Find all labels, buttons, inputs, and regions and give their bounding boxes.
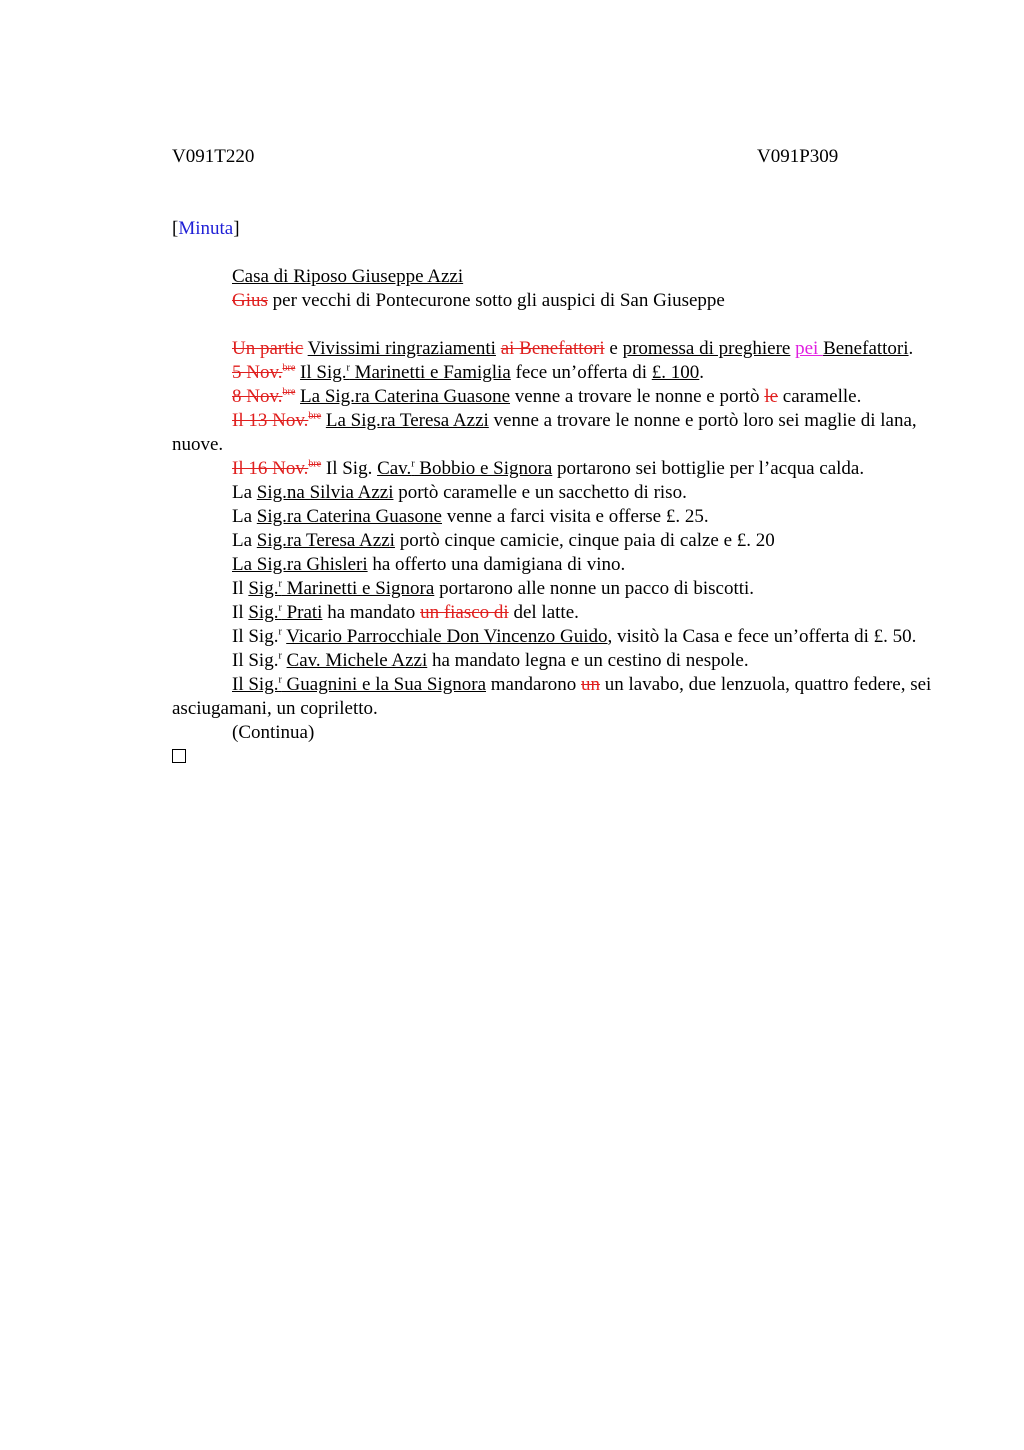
continua-label: (Continua) [232,722,315,743]
entry-text: ha offerto una damigiana di vino. [367,554,626,575]
minuta-word: Minuta [178,218,234,239]
entry-11 [172,625,932,649]
donor-name [300,362,511,383]
donor-title: Sig. [248,578,279,599]
entry-text: mandarono [486,674,581,695]
donor-name [232,674,486,695]
intro-benefactors: Benefattori [823,338,909,359]
entry-text: portarono sei bottiglie per l’acqua calda. [552,458,865,479]
entry-3 [172,409,932,457]
entry-2 [172,385,932,409]
donor-title: Il Sig. [232,674,279,695]
donor-surname: Marinetti e Signora [281,578,435,599]
donor-name: Cav. Michele Azzi [286,650,428,671]
title-line-2-text: per vecchi di Pontecurone sotto gli auspici di San Giuseppe [267,290,725,311]
deleted-date: Il 16 Nov. [232,458,309,479]
entry-text: venne a trovare le nonne e portò loro sei maglie di lana, nuove. [172,410,917,455]
deleted-superscript: bre [308,458,322,470]
entry-7 [172,529,932,553]
deleted-text: ai Benefattori [500,338,605,359]
entry-text: venne a farci visita e offerse £. 25. [442,506,709,527]
title-line-1 [172,265,932,289]
bracket-open: [ [172,218,179,239]
deleted-superscript: bre [282,362,296,374]
entry-text: ha mandato legna e un cestino di nespole. [427,650,749,671]
document-code-right: V091P309 [757,146,839,167]
blank-line [172,313,932,337]
entry-text: un lavabo, due lenzuola, quattro federe, sei asciugamani, un copriletto. [172,674,932,719]
entry-text: Il Sig. [321,458,378,479]
intro-promise: promessa di preghiere [622,338,791,359]
deleted-text: un fiasco di [420,602,509,623]
letter-body [172,265,932,769]
title-line-2 [172,289,932,313]
continua-line [172,721,932,745]
deleted-date: 8 Nov. [232,386,283,407]
donor-surname: Bobbio e Signora [414,458,553,479]
entry-10 [172,601,932,625]
donor-surname: Guagnini e la Sua Signora [281,674,487,695]
entry-5 [172,481,932,505]
deleted-text: un [581,674,600,695]
amount: £. 100 [651,362,700,383]
donor-name: Sig.ra Caterina Guasone [256,506,442,527]
donor-title: Cav. [377,458,412,479]
donor-surname: Prati [281,602,323,623]
donor-name [377,458,552,479]
entry-8 [172,553,932,577]
donor-surname: Marinetti e Famiglia [349,362,511,383]
entry-text: portò caramelle e un sacchetto di riso. [393,482,687,503]
intro-paragraph [172,337,932,361]
minuta-label [172,218,240,240]
entry-text: del latte. [508,602,579,623]
entry-text: Il Sig. [232,650,279,671]
entry-4 [172,457,932,481]
superscript: r [278,626,282,638]
donor-name: Sig.ra Teresa Azzi [256,530,395,551]
intro-text: e [604,338,623,359]
deleted-text: Gius [232,290,268,311]
entry-text: portarono alle nonne un pacco di biscotti. [434,578,755,599]
superscript: r [346,362,350,374]
deleted-text: le [764,386,779,407]
inserted-text: pei [795,338,824,359]
superscript: r [278,578,282,590]
bracket-close: ] [233,218,240,239]
checkbox-square-icon [172,749,186,763]
entry-1 [172,361,932,385]
entry-text: . [699,362,705,383]
donor-title: Il Sig. [300,362,347,383]
entry-6 [172,505,932,529]
entry-text: fece un’offerta di [510,362,652,383]
deleted-superscript: bre [308,410,322,422]
donor-name [248,578,434,599]
donor-name: La Sig.ra Teresa Azzi [325,410,489,431]
donor-title: Sig. [248,602,279,623]
donor-name: La Sig.ra Caterina Guasone [300,386,511,407]
entry-text: caramelle. [778,386,862,407]
document-code-left: V091T220 [172,146,255,167]
entry-text: Il Sig. [232,626,279,647]
deleted-date: Il 13 Nov. [232,410,309,431]
entry-text: ha mandato [322,602,421,623]
entry-text: Il [232,578,249,599]
donor-name: Sig.na Silvia Azzi [256,482,394,503]
deleted-superscript: bre [282,386,296,398]
superscript: r [278,674,282,686]
superscript: r [278,650,282,662]
superscript: r [411,458,415,470]
donor-name: La Sig.ra Ghisleri [232,554,368,575]
deleted-text: Un partic [232,338,304,359]
entry-9 [172,577,932,601]
entry-text: , visitò la Casa e fece un’offerta di £. 50. [607,626,917,647]
entry-12 [172,649,932,673]
intro-period: . [908,338,914,359]
intro-thanks: Vivissimi ringraziamenti [307,338,496,359]
entry-text: Il [232,602,249,623]
entry-text: La [232,506,257,527]
donor-name [248,602,322,623]
deleted-date: 5 Nov. [232,362,283,383]
entry-text: portò cinque camicie, cinque paia di calze e £. 20 [394,530,775,551]
entry-text: venne a trovare le nonne e portò [510,386,765,407]
end-marker-line [172,745,932,769]
entry-13 [172,673,932,721]
institution-name: Casa di Riposo Giuseppe Azzi [232,266,464,287]
donor-name: Vicario Parrocchiale Don Vincenzo Guido [286,626,608,647]
superscript: r [278,602,282,614]
entry-text: La [232,530,257,551]
entry-text: La [232,482,257,503]
